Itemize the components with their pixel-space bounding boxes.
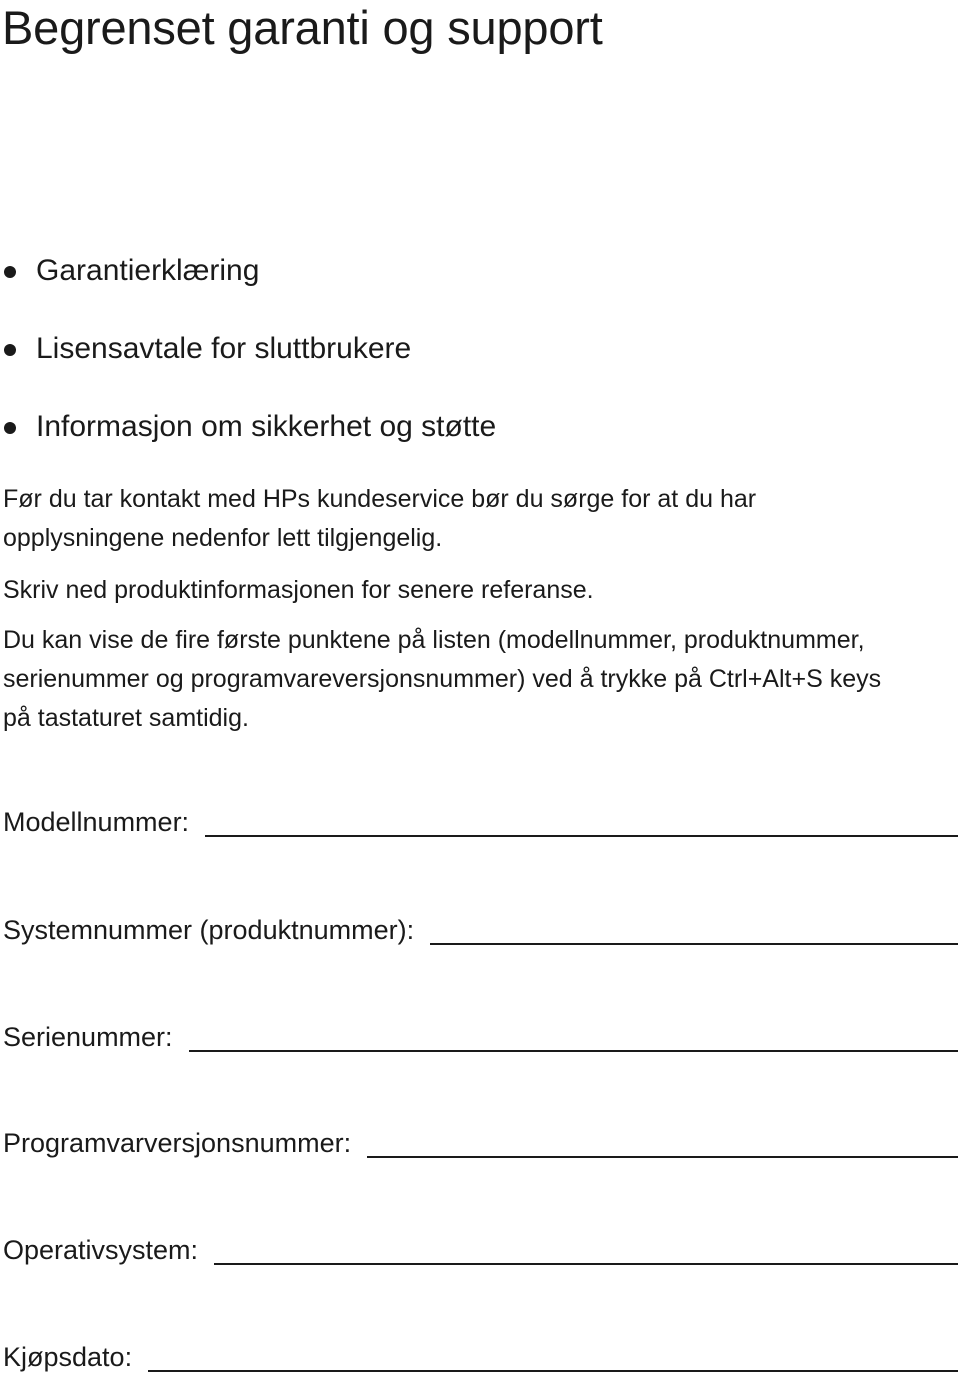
field-label: Operativsystem: bbox=[3, 1235, 199, 1265]
intro-line: opplysningene nedenfor lett tilgjengelig. bbox=[3, 524, 443, 552]
tip-paragraph bbox=[3, 621, 881, 738]
intro-line: Før du tar kontakt med HPs kundeservice bør du sørge for at du har bbox=[3, 485, 757, 513]
fill-in-line bbox=[367, 1156, 958, 1158]
list-item bbox=[0, 248, 496, 326]
intro-paragraph bbox=[3, 480, 756, 558]
field-label: Kjøpsdato: bbox=[3, 1342, 133, 1372]
field-label: Modellnummer: bbox=[3, 807, 190, 837]
page-title: Begrenset garanti og support bbox=[2, 1, 603, 54]
operating-system-field bbox=[3, 1230, 958, 1270]
bullet-icon bbox=[4, 266, 16, 278]
tip-line: serienummer og programvareversjonsnummer) ved å trykke på Ctrl+Alt+S keys bbox=[3, 665, 882, 693]
field-label: Systemnummer (produktnummer): bbox=[3, 915, 415, 945]
fill-in-line bbox=[430, 943, 958, 945]
bullet-icon bbox=[4, 344, 16, 356]
field-label: Programvarversjonsnummer: bbox=[3, 1128, 352, 1158]
model-number-field bbox=[3, 802, 958, 842]
list-item bbox=[0, 404, 496, 482]
purchase-date-field bbox=[3, 1337, 958, 1377]
fill-in-line bbox=[205, 835, 958, 837]
note-paragraph: Skriv ned produktinformasjonen for senere referanse. bbox=[3, 576, 594, 604]
list-item-label: Lisensavtale for sluttbrukere bbox=[36, 332, 412, 365]
tip-line: Du kan vise de fire første punktene på listen (modellnummer, produktnummer, bbox=[3, 626, 865, 654]
list-item-label: Informasjon om sikkerhet og støtte bbox=[36, 410, 497, 443]
software-version-field bbox=[3, 1123, 958, 1163]
bullet-list bbox=[0, 248, 496, 482]
fill-in-line bbox=[214, 1263, 958, 1265]
bullet-icon bbox=[4, 422, 16, 434]
system-number-field bbox=[3, 910, 958, 950]
tip-line: på tastaturet samtidig. bbox=[3, 704, 249, 732]
list-item-label: Garantierklæring bbox=[36, 254, 260, 287]
fill-in-line bbox=[189, 1050, 958, 1052]
field-label: Serienummer: bbox=[3, 1022, 173, 1052]
fill-in-line bbox=[148, 1370, 958, 1372]
list-item bbox=[0, 326, 496, 404]
serial-number-field bbox=[3, 1017, 958, 1057]
